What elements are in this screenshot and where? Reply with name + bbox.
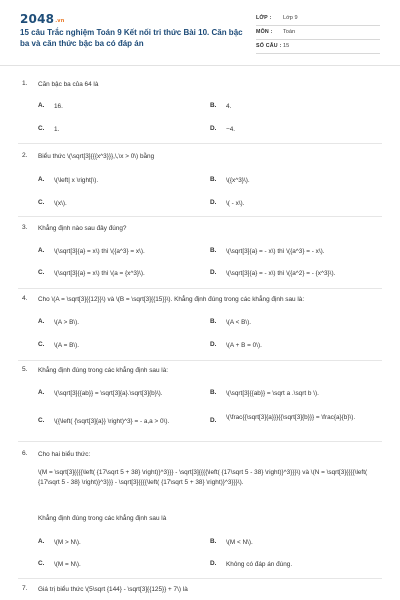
question-number: 1. <box>22 80 28 87</box>
meta-row-count <box>256 40 380 54</box>
option-label: A. <box>38 538 45 545</box>
option-text: \(A = B\). <box>54 342 80 349</box>
option-text: \(\left| x \right|\). <box>54 177 99 184</box>
meta-value: Lớp 9 <box>283 14 298 21</box>
divider <box>18 360 382 361</box>
meta-row-subject <box>256 26 380 40</box>
option-text: \(\sqrt[3]{a} = - x\) thì \({a^2} = - {x^3}\). <box>226 270 336 277</box>
option-label: B. <box>210 389 217 396</box>
meta-label: LỚP : <box>256 14 272 21</box>
option-text: \(\sqrt[3]{{ab}} = \sqrt a .\sqrt b \). <box>226 390 319 397</box>
option-label: D. <box>210 341 217 348</box>
logo-text: 2048 <box>20 12 55 26</box>
option-text: \(\sqrt[3]{{ab}} = \sqrt[3]{a}.\sqrt[3]{b}\). <box>54 390 163 397</box>
option-label: C. <box>38 125 45 132</box>
option-label: B. <box>210 102 217 109</box>
option-label: C. <box>38 417 45 424</box>
option-text: \(\sqrt[3]{a} = x\) thì \(a = {x^3}\). <box>54 270 145 277</box>
option-label: A. <box>38 247 45 254</box>
option-label: D. <box>210 199 217 206</box>
question-text: Khẳng định đúng trong các khẳng định sau là: <box>38 367 169 374</box>
option-label: A. <box>38 102 45 109</box>
option-label: D. <box>210 417 217 424</box>
divider <box>18 143 382 144</box>
question-text: Căn bậc ba của 64 là <box>38 81 99 88</box>
option-text: \(A + B = 0\). <box>226 342 262 349</box>
option-label: B. <box>210 538 217 545</box>
divider <box>18 216 382 217</box>
document-title: 15 câu Trắc nghiệm Toán 9 Kết nối tri thức Bài 10. Căn bậc ba và căn thức bậc ba có đáp án <box>20 28 243 48</box>
logo-tld: .vn <box>55 18 65 24</box>
question-text: Cho \(A = \sqrt[3]{{12}}\) và \(B = \sqrt[3]{{15}}\). Khẳng định đúng trong các khẳng định sau là: <box>38 296 305 303</box>
meta-table <box>256 12 380 54</box>
question-number: 7. <box>22 585 28 592</box>
question-text: Cho hai biểu thức: <box>38 451 91 458</box>
option-text: 16. <box>54 103 63 110</box>
option-text: \(A > B\). <box>54 319 80 326</box>
divider <box>18 441 382 442</box>
site-logo[interactable] <box>20 11 65 27</box>
question-number: 5. <box>22 366 28 373</box>
option-label: C. <box>38 199 45 206</box>
option-label: A. <box>38 176 45 183</box>
meta-value: 15 <box>283 42 290 49</box>
question-subtext: Khẳng định đúng trong các khẳng định sau là <box>38 515 167 522</box>
option-label: A. <box>38 389 45 396</box>
meta-row-class <box>256 12 380 26</box>
option-label: C. <box>38 341 45 348</box>
option-text: \(\sqrt[3]{a} = - x\) thì \({a^3} = - x\). <box>226 248 325 255</box>
option-text: \( - x\). <box>226 200 245 207</box>
document-header <box>0 0 400 66</box>
option-label: C. <box>38 560 45 567</box>
question-number: 2. <box>22 152 28 159</box>
option-text: \(M = N\). <box>54 561 81 568</box>
divider <box>18 578 382 579</box>
option-label: B. <box>210 247 217 254</box>
question-text: Giá trị biểu thức \(5\sqrt {144} - \sqrt[3]{{125}} + 7\) là <box>38 586 188 593</box>
option-text: \(x\). <box>54 200 67 207</box>
option-label: D. <box>210 560 217 567</box>
question-number: 4. <box>22 295 28 302</box>
question-number: 6. <box>22 450 28 457</box>
option-text: \({\left( {\sqrt[3]{a}} \right)^3} = - a,a > 0\). <box>54 418 170 425</box>
option-text: \(A < B\). <box>226 319 252 326</box>
question-text: Biểu thức \(\sqrt[3]{{{x^3}}},\,\x > 0\) bằng <box>38 153 155 160</box>
option-label: B. <box>210 176 217 183</box>
meta-label: SỐ CÂU : <box>256 42 282 49</box>
option-label: B. <box>210 318 217 325</box>
question-expression: \(M = \sqrt[3]{{{{\left( {17\sqrt 5 + 38} \right)}^3}}} - \sqrt[3]{{{{\left( {17\sqrt 5 - 38} \right)}^3}}}\) và \(N = \sqrt[3]{{{{\left( {17\sqrt 5 - 38} \right)}^3}}} - \sqrt[3]{{{{\left( {17\sqrt 5 + 38} \right)}^3}}}\). <box>38 469 368 486</box>
question-number: 3. <box>22 224 28 231</box>
option-text: \(M > N\). <box>54 539 81 546</box>
divider <box>18 288 382 289</box>
option-label: D. <box>210 269 217 276</box>
option-label: C. <box>38 269 45 276</box>
option-text: \(\sqrt[3]{a} = x\) thì \({a^3} = x\). <box>54 248 145 255</box>
meta-value: Toán <box>283 28 296 35</box>
option-text: Không có đáp án đúng. <box>226 561 293 568</box>
option-text: \(M < N\). <box>226 539 253 546</box>
option-text: −4. <box>226 126 236 133</box>
option-label: D. <box>210 125 217 132</box>
option-text: 4. <box>226 103 232 110</box>
option-text: 1. <box>54 126 60 133</box>
option-text: \({x^3}\). <box>226 177 250 184</box>
option-label: A. <box>38 318 45 325</box>
option-text: \(\frac{{\sqrt[3]{a}}}{{\sqrt[3]{b}}} = \frac{a}{b}\). <box>226 414 356 421</box>
meta-label: MÔN : <box>256 28 273 35</box>
question-text: Khẳng định nào sau đây đúng? <box>38 225 127 232</box>
